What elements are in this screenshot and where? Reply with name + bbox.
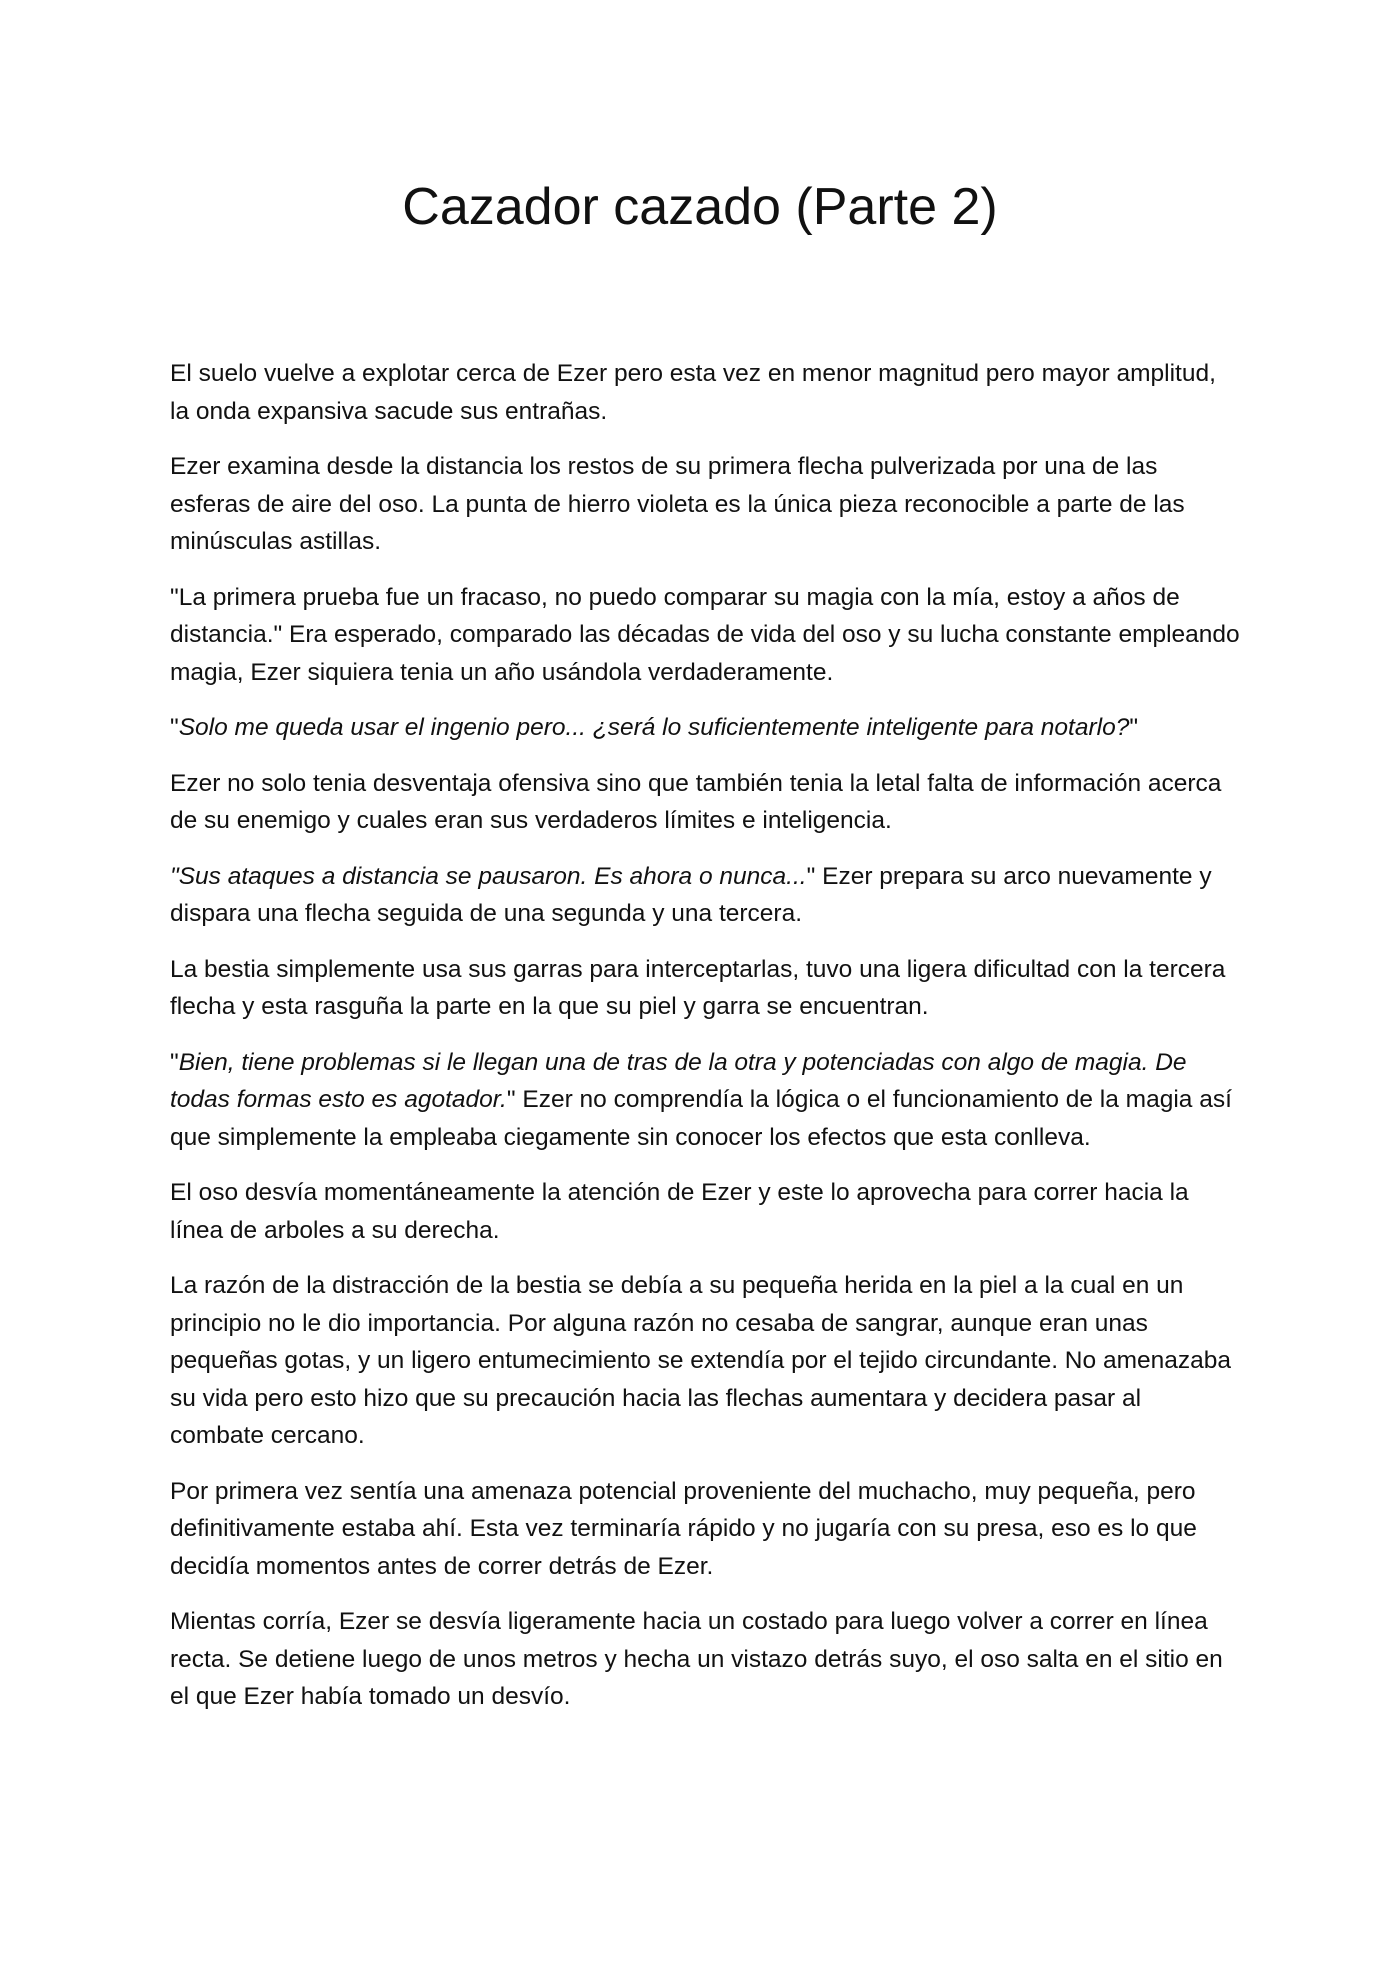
document-body [170, 355, 1240, 1734]
paragraph-4 [170, 709, 1240, 747]
paragraph-2: Ezer examina desde la distancia los restos de su primera flecha pulverizada por una de las esferas de aire del oso. La punta de hierro violeta es la única pieza reconocible a parte de las minúsculas astillas. [170, 453, 1185, 555]
paragraph-text: " Ezer prepara su arco nuevamente y dispara una flecha seguida de una segunda y una tercera. [170, 862, 1212, 927]
paragraph-9: El oso desvía momentáneamente la atención de Ezer y este lo aprovecha para correr hacia la línea de arboles a su derecha. [170, 1179, 1189, 1244]
paragraph-7: La bestia simplemente usa sus garras para interceptarlas, tuvo una ligera dificultad con la tercera flecha y esta rasguña la parte en la que su piel y garra se encuentran. [170, 955, 1226, 1020]
paragraph-10: La razón de la distracción de la bestia se debía a su pequeña herida en la piel a la cual en un principio no le dio importancia. Por alguna razón no cesaba de sangrar, aunque eran unas pequeñas gotas, y un ligero entumecimiento se extendía por el tejido circundante. No amenazaba su vida pero esto hizo que su precaución hacia las flechas aumentara y decidera pasar al combate cercano. [170, 1272, 1231, 1449]
italic-thought: "Sus ataques a distancia se pausaron. Es ahora o nunca... [170, 862, 807, 890]
quote-close: " [1129, 714, 1139, 741]
paragraph-6 [170, 858, 1240, 933]
document-title: Cazador cazado (Parte 2) [402, 178, 998, 236]
quote-open: " [170, 1048, 179, 1076]
paragraph-11: Por primera vez sentía una amenaza potencial proveniente del muchacho, muy pequeña, pero definitivamente estaba ahí. Esta vez terminaría rápido y no jugaría con su presa, eso es lo que decidía momentos antes de correr detrás de Ezer. [170, 1477, 1197, 1580]
paragraph-text: " Ezer no comprendía la lógica o el funcionamiento de la magia así que simplemente la empleaba ciegamente sin conocer los efectos que esta conlleva. [170, 1086, 1232, 1151]
italic-thought: Solo me queda usar el ingenio pero... ¿será lo suficientemente inteligente para notarlo? [178, 714, 1130, 741]
paragraph-12: Mientas corría, Ezer se desvía ligeramente hacia un costado para luego volver a correr en línea recta. Se detiene luego de unos metros y hecha un vistazo detrás suyo, el oso salta en el sitio en el que Ezer había tomado un desvío. [170, 1608, 1223, 1710]
paragraph-1: El suelo vuelve a explotar cerca de Ezer pero esta vez en menor magnitud pero mayor amplitud, la onda expansiva sacude sus entrañas. [170, 360, 1216, 425]
paragraph-5: Ezer no solo tenia desventaja ofensiva sino que también tenia la letal falta de información acerca de su enemigo y cuales eran sus verdaderos límites e inteligencia. [170, 769, 1222, 834]
paragraph-3: "La primera prueba fue un fracaso, no puedo comparar su magia con la mía, estoy a años de distancia." Era esperado, comparado las décadas de vida del oso y su lucha constante empleando magia, Ezer siquiera tenia un año usándola verdaderamente. [170, 583, 1240, 686]
paragraph-8 [170, 1044, 1240, 1157]
quote-open: " [170, 714, 179, 741]
italic-thought: Bien, tiene problemas si le llegan una de tras de la otra y potenciadas con algo de magia. De todas formas esto es agotador. [170, 1048, 1187, 1113]
